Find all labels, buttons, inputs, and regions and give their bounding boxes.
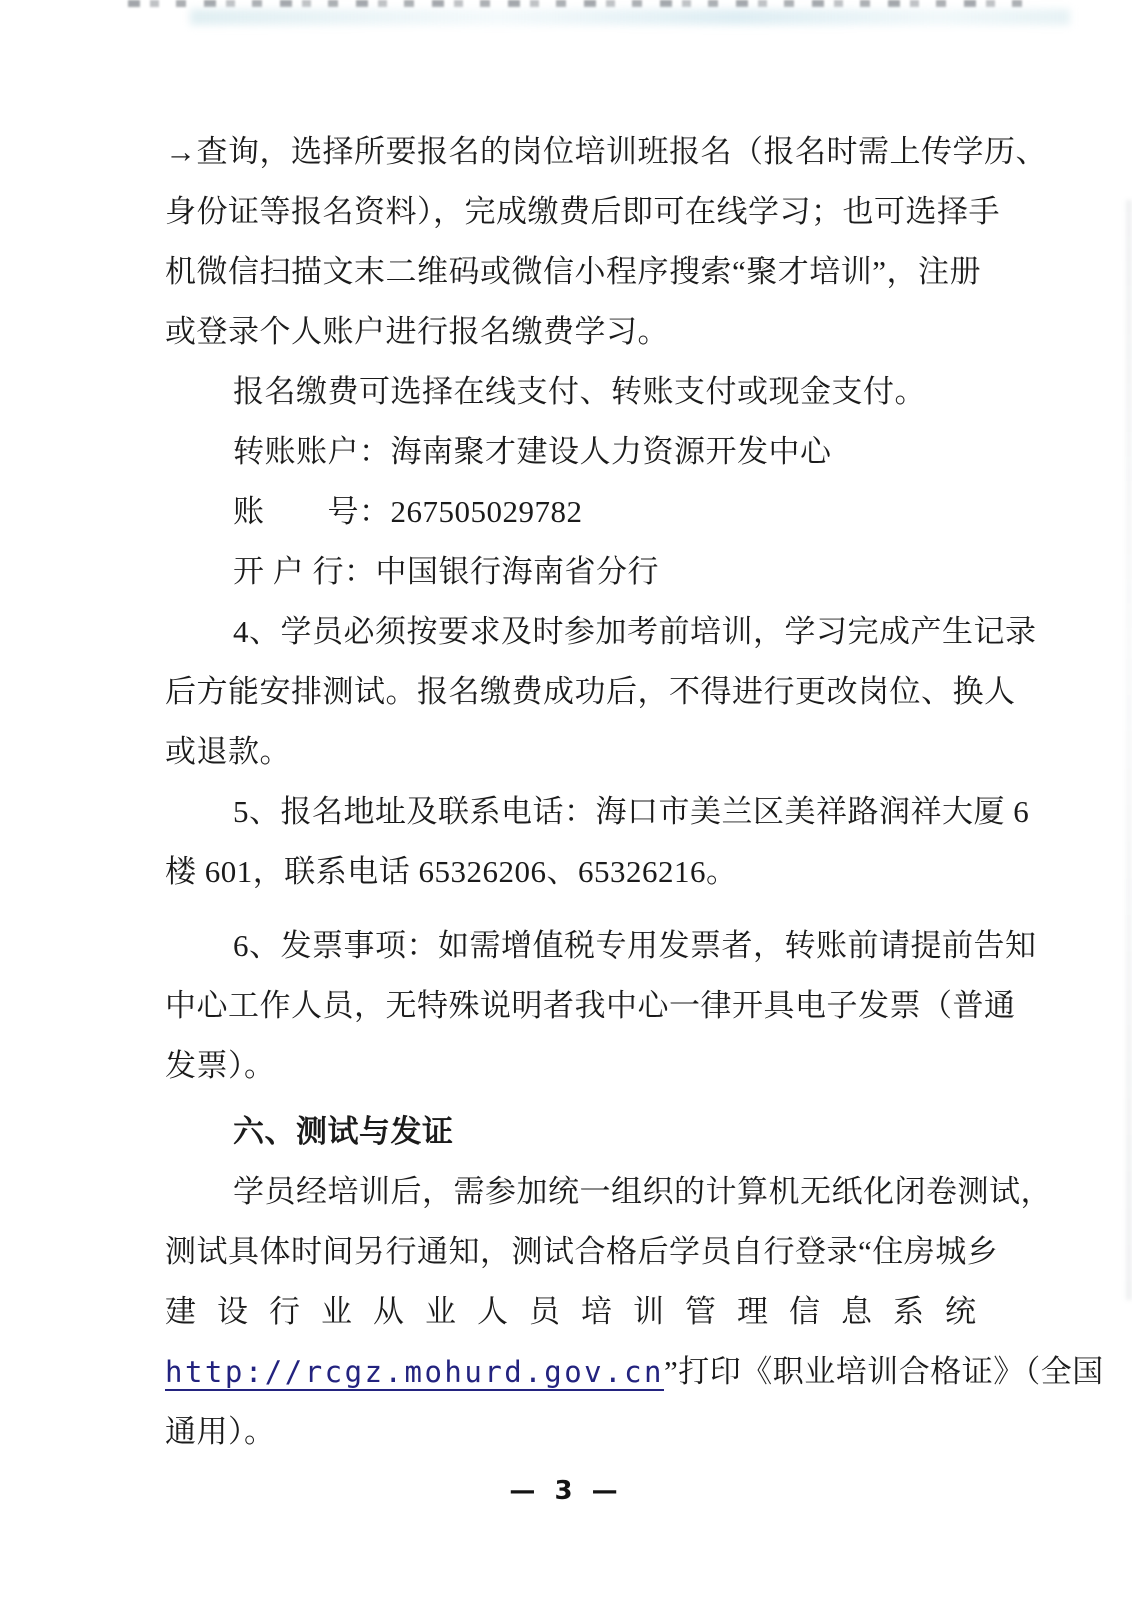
test-section-line-2: 测试具体时间另行通知，测试合格后学员自行登录“住房城乡 bbox=[165, 1234, 999, 1269]
scan-artifact-top bbox=[128, 0, 1033, 7]
bank-branch-line: 开 户 行：中国银行海南省分行 bbox=[233, 554, 659, 589]
signup-flow-line-2: 身份证等报名资料），完成缴费后即可在线学习；也可选择手 bbox=[165, 194, 1000, 229]
certificate-print-line bbox=[165, 1342, 1104, 1402]
item6-line-1: 6、发票事项：如需增值税专用发票者，转账前请提前告知 bbox=[233, 928, 1037, 963]
account-number-line: 账 号：267505029782 bbox=[233, 494, 583, 529]
payment-options-line: 报名缴费可选择在线支付、转账支付或现金支付。 bbox=[233, 374, 926, 409]
closing-line: 通用）。 bbox=[165, 1414, 276, 1449]
signup-flow-line-4: 或登录个人账户进行报名缴费学习。 bbox=[165, 314, 669, 349]
item4-line-2: 后方能安排测试。报名缴费成功后，不得进行更改岗位、换人 bbox=[165, 674, 1016, 709]
item6-line-2: 中心工作人员，无特殊说明者我中心一律开具电子发票（普通 bbox=[165, 988, 1016, 1023]
signup-flow-line-3: 机微信扫描文末二维码或微信小程序搜索“聚才培训”，注册 bbox=[165, 254, 982, 289]
document-page-body bbox=[165, 122, 1104, 1462]
item4-line-3: 或退款。 bbox=[165, 734, 291, 769]
page-number: — 3 — bbox=[509, 1476, 623, 1506]
scan-artifact-smudge bbox=[190, 9, 1070, 25]
section-heading-test-and-certificate: 六、测试与发证 bbox=[233, 1114, 454, 1149]
signup-flow-line-1: →查询，选择所要报名的岗位培训班报名（报名时需上传学历、 bbox=[165, 134, 1047, 169]
test-section-system-name-line: 建设行业从业人员培训管理信息系统 bbox=[165, 1294, 997, 1329]
mohurd-url-link[interactable]: http://rcgz.mohurd.gov.cn bbox=[165, 1355, 664, 1389]
transfer-account-line: 转账账户：海南聚才建设人力资源开发中心 bbox=[233, 434, 832, 469]
item5-line-1: 5、报名地址及联系电话：海口市美兰区美祥路润祥大厦 6 bbox=[233, 794, 1030, 829]
item4-line-1: 4、学员必须按要求及时参加考前培训，学习完成产生记录 bbox=[233, 614, 1037, 649]
item6-line-3: 发票）。 bbox=[165, 1048, 276, 1083]
item5-line-2: 楼 601，联系电话 65326206、65326216。 bbox=[165, 854, 738, 889]
scan-artifact-right-edge bbox=[1126, 200, 1132, 1300]
test-section-line-1: 学员经培训后，需参加统一组织的计算机无纸化闭卷测试， bbox=[233, 1174, 1052, 1209]
certificate-print-text: ”打印《职业培训合格证》（全国 bbox=[664, 1354, 1104, 1389]
